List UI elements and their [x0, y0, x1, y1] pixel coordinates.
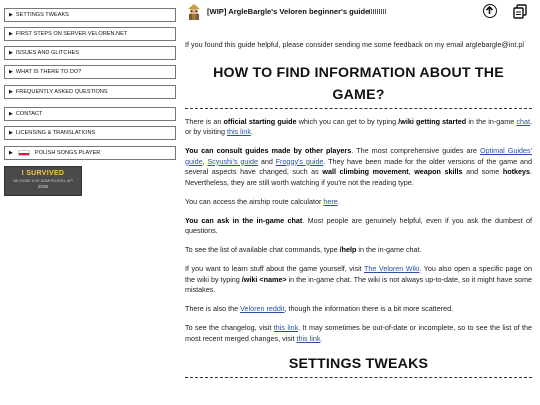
polish-flag-icon	[18, 150, 30, 156]
sidebar-item-label: SETTINGS TWEAKS	[15, 12, 69, 18]
triangle-right-icon: ▶	[9, 69, 13, 75]
chat-link[interactable]: chat	[516, 116, 530, 126]
sidebar-item-contact[interactable]	[4, 107, 176, 121]
badge-year: 2025	[37, 184, 49, 189]
froggy-guide-link[interactable]: Froggy's guide	[275, 156, 324, 166]
scroll-to-top-icon[interactable]	[483, 4, 497, 18]
official-guide-link[interactable]: this link	[226, 127, 251, 137]
paragraph-wiki: If you want to learn stuff about the game yourself, visit The Veloren Wiki. You also open a specific page on the wiki by typing /wiki <name> in the in-game chat. The wiki is not always up-to-date, so it might have some mistakes.	[185, 264, 532, 295]
badge-subtitle: NE-OXIDE & FE-DOMITELEVEL UP!	[13, 179, 73, 183]
badge-title: I SURVIVED	[21, 170, 65, 177]
sidebar-item-first-steps[interactable]	[4, 27, 176, 41]
triangle-right-icon: ▶	[9, 50, 13, 56]
copy-icon[interactable]	[512, 3, 528, 19]
feedback-paragraph: If you found this guide helpful, please consider sending me some feedback on my email arglebargle@int.pl	[185, 40, 524, 49]
paragraph-chat-commands: To see the list of available chat commands, type /help in the in-game chat.	[185, 245, 422, 255]
paragraph-reddit: There is also the Veloren reddit, though the information there is a bit more scattered.	[185, 304, 454, 314]
triangle-right-icon: ▶	[9, 111, 13, 117]
sidebar-item-label: CONTACT	[15, 111, 43, 117]
sidebar-item-label: FIRST STEPS ON SERVER.VELOREN.NET	[15, 31, 128, 37]
guide-title: [WIP] ArgleBargle's Veloren beginner's guide	[207, 7, 370, 16]
triangle-right-icon: ▶	[9, 150, 13, 156]
sidebar-item-label: POLISH SONGS PLAYER	[34, 150, 101, 156]
airship-calculator-link[interactable]: here	[323, 196, 338, 206]
triangle-right-icon: ▶	[9, 89, 13, 95]
survivor-badge	[4, 166, 82, 196]
section-heading-find-info: HOW TO FIND INFORMATION ABOUT THE GAME?	[185, 62, 532, 109]
sidebar-item-label: ISSUES AND GLITCHES	[15, 50, 79, 56]
sidebar-item-licensing[interactable]	[4, 126, 176, 140]
barcode-icon	[369, 9, 387, 14]
character-avatar-icon	[187, 4, 201, 20]
header	[178, 0, 540, 26]
sidebar-item-polish-songs[interactable]	[4, 146, 176, 160]
paragraph-player-guides: You can consult guides made by other players. The most comprehensive guides are Optimal Guides' guide, Scyushi's guide and Froggy's guide. They have been made for the older versions of the game and several aspects have changed, such as wall climbing movement, weapon skills and some hotkeys. Nevertheless, they are still worth watching if you're not the reading type.	[185, 146, 532, 187]
paragraph-changelog: To see the changelog, visit this link. It may sometimes be out-of-date or incomplete, so to see the list of the most recent merged changes, visit this link.	[185, 322, 533, 343]
optimal-guides-link[interactable]: Optimal Guides' guide	[185, 146, 532, 166]
triangle-right-icon: ▶	[9, 31, 13, 37]
sidebar-item-label: LICENSING & TRANSLATIONS	[15, 130, 96, 136]
sidebar-item-label: WHAT IS THERE TO DO?	[15, 69, 82, 75]
paragraph-starting-guide: There is an official starting guide which you can get to by typing /wiki getting started in the in-game chat, or by visiting this link.	[185, 116, 532, 137]
sidebar-item-issues-glitches[interactable]	[4, 46, 176, 60]
veloren-reddit-link[interactable]: Veloren reddit	[240, 304, 285, 314]
sidebar-item-settings-tweaks[interactable]	[4, 8, 176, 22]
triangle-right-icon: ▶	[9, 12, 13, 18]
sidebar-item-faq[interactable]	[4, 85, 176, 99]
sidebar	[0, 0, 178, 405]
section-heading-settings-tweaks: SETTINGS TWEAKS	[185, 353, 532, 378]
guide-content	[178, 26, 540, 405]
scyushi-guide-link[interactable]: Scyushi's guide	[207, 156, 258, 166]
merged-changes-link[interactable]: this link	[296, 333, 321, 343]
sidebar-item-what-to-do[interactable]	[4, 65, 176, 79]
sidebar-item-label: FREQUENTLY ASKED QUESTIONS	[15, 89, 108, 95]
triangle-right-icon: ▶	[9, 130, 13, 136]
veloren-wiki-link[interactable]: The Veloren Wiki	[364, 264, 420, 274]
changelog-link[interactable]: this link	[273, 322, 299, 332]
paragraph-airship-calculator: You can access the airship route calculator here.	[185, 196, 340, 206]
paragraph-ask-chat: You can ask in the in-game chat. Most people are genuinely helpful, even if you ask the dumbest of questions.	[185, 215, 532, 236]
